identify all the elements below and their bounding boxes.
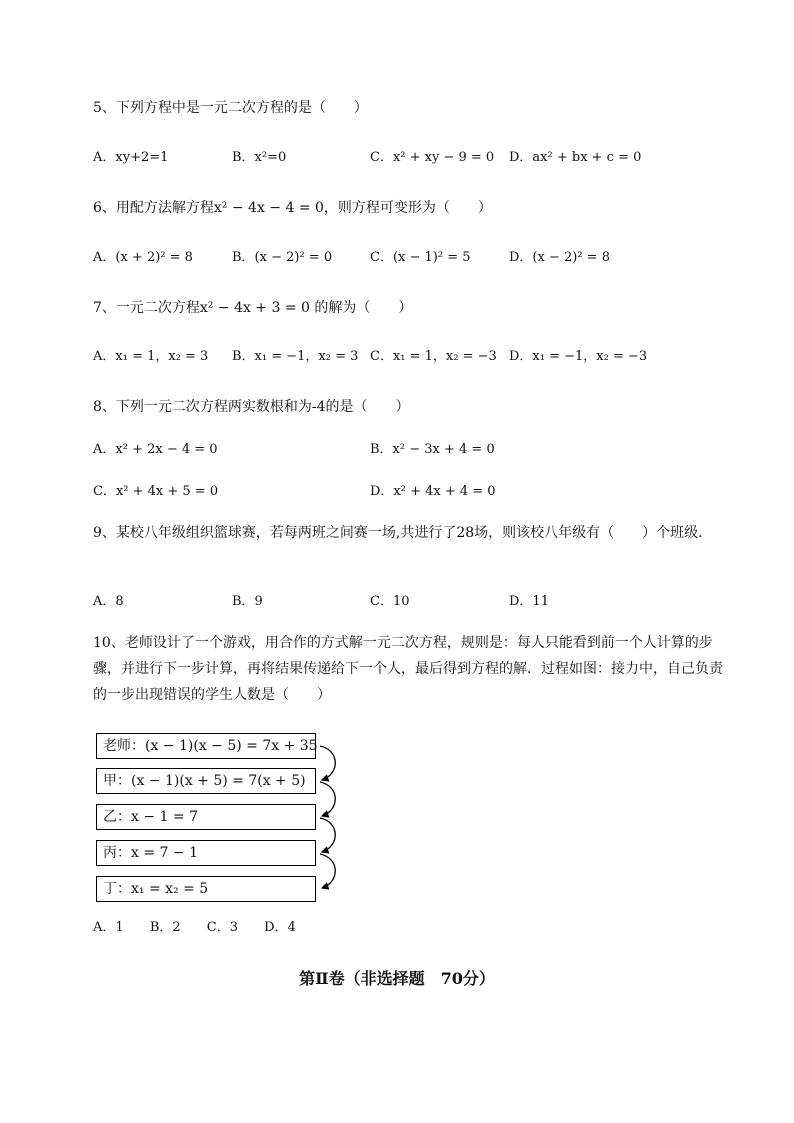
- q8-option-c: C．x² + 4x + 5 = 0: [93, 484, 219, 499]
- arrow-3: [320, 818, 335, 852]
- arrow-2: [320, 782, 335, 816]
- question-8-stem: 8、下列一元二次方程两实数根和为-4的是（ ）: [93, 399, 410, 415]
- q10-option-b: B．2: [149, 920, 181, 935]
- q7-option-a: A．x₁ = 1，x₂ = 3: [93, 349, 209, 364]
- q6-option-c: C．(x − 1)² = 5: [370, 250, 471, 265]
- q7-option-b: B．x₁ = −1，x₂ = 3: [232, 349, 359, 364]
- q5-option-b: B．x²=0: [232, 150, 287, 165]
- question-5-stem: 5、下列方程中是一元二次方程的是（ ）: [93, 100, 368, 116]
- question-9-stem: 9、某校八年级组织篮球赛，若每两班之间赛一场,共进行了28场，则该校八年级有（ ）个班级．: [93, 525, 713, 541]
- relay-step-bing: 丙：x = 7 − 1: [96, 840, 316, 866]
- q9-option-b: B．9: [232, 594, 263, 609]
- section-title: 第Ⅱ卷（非选择题 70分）: [299, 969, 495, 988]
- q10-options: [93, 916, 318, 935]
- q6-option-b: B．(x − 2)² = 0: [232, 250, 333, 265]
- q5-option-c: C．x² + xy − 9 = 0: [370, 150, 495, 165]
- q7-option-d: D．x₁ = −1，x₂ = −3: [509, 349, 648, 364]
- question-7-stem: 7、一元二次方程x² − 4x + 3 = 0 的解为（ ）: [93, 300, 413, 316]
- q8-option-b: B．x² − 3x + 4 = 0: [370, 442, 495, 457]
- q7-option-c: C．x₁ = 1，x₂ = −3: [370, 349, 497, 364]
- q10-option-d: D．4: [264, 920, 296, 935]
- q5-option-a: A．xy+2=1: [93, 150, 169, 165]
- relay-step-yi: 乙：x − 1 = 7: [96, 804, 316, 830]
- question-10-stem: 10、老师设计了一个游戏，用合作的方式解一元二次方程，规则是：每人只能看到前一个人计算的步骤，并进行下一步计算，再将结果传递给下一个人，最后得到方程的解．过程如图：接力中，自己负责的一步出现错误的学生人数是（ ）: [93, 635, 723, 703]
- q8-option-a: A．x² + 2x − 4 = 0: [93, 442, 218, 457]
- q9-option-d: D．11: [509, 594, 549, 609]
- arrow-4: [320, 854, 335, 888]
- question-6-stem: 6、用配方法解方程x² − 4x − 4 = 0，则方程可变形为（ ）: [93, 200, 492, 216]
- q6-option-a: A．(x + 2)² = 8: [93, 250, 193, 265]
- relay-step-teacher: 老师：(x − 1)(x − 5) = 7x + 35: [96, 733, 316, 759]
- q6-option-d: D．(x − 2)² = 8: [509, 250, 610, 265]
- q9-option-a: A．8: [93, 594, 124, 609]
- q8-option-d: D．x² + 4x + 4 = 0: [370, 484, 496, 499]
- q10-option-a: A．1: [93, 920, 124, 935]
- relay-step-ding: 丁：x₁ = x₂ = 5: [96, 876, 316, 902]
- relay-arrows: [318, 740, 358, 900]
- q9-option-c: C．10: [370, 594, 410, 609]
- q5-option-d: D．ax² + bx + c = 0: [509, 150, 642, 165]
- relay-step-jia: 甲：(x − 1)(x + 5) = 7(x + 5): [96, 768, 316, 794]
- arrow-1: [320, 746, 335, 780]
- q10-option-c: C．3: [206, 920, 238, 935]
